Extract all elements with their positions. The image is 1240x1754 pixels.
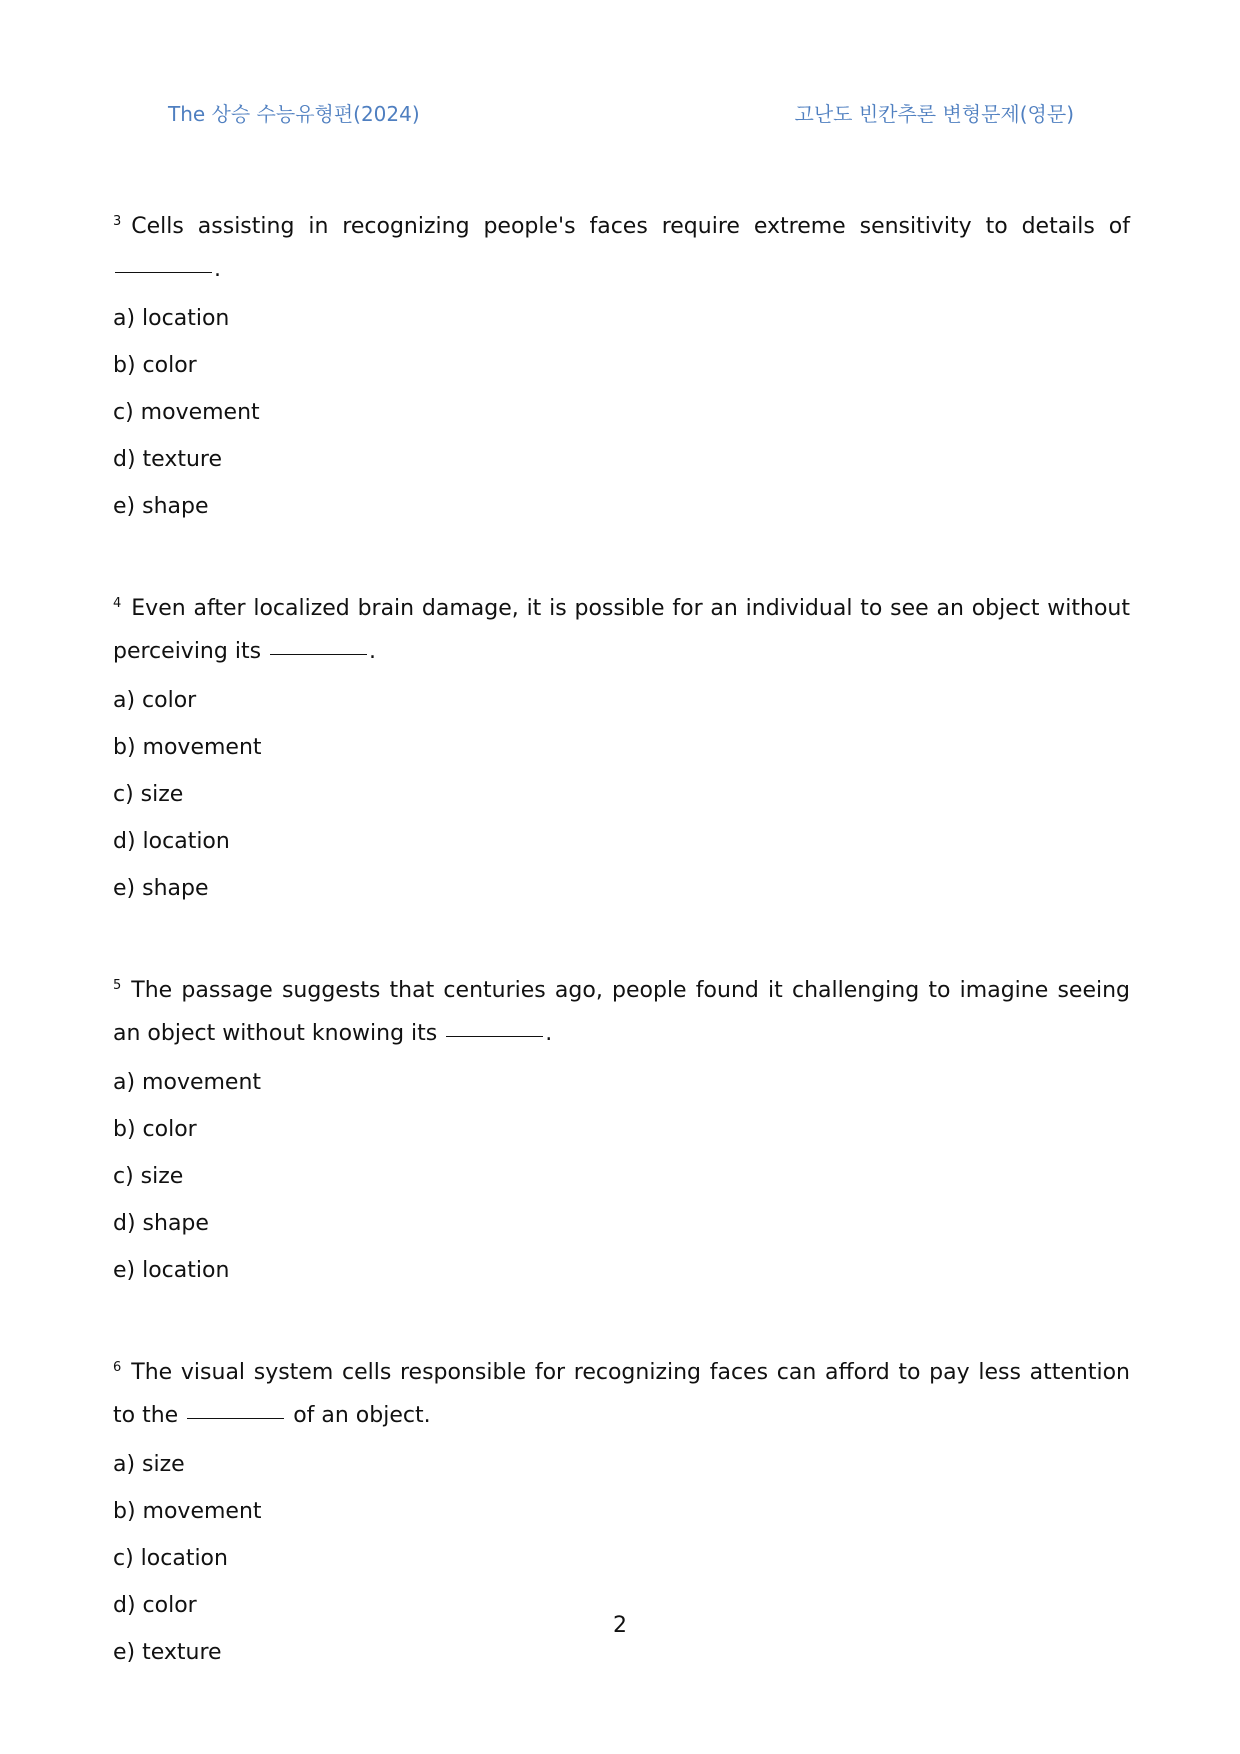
question-4: [113, 582, 1130, 912]
question-number: 3: [113, 214, 122, 229]
option-a: a) movement: [113, 1070, 262, 1095]
option-d: d) color: [113, 1593, 197, 1618]
answer-blank: [270, 653, 367, 655]
option-e: e) location: [113, 1258, 230, 1283]
answer-blank: [115, 271, 212, 273]
option-b: b) movement: [113, 1499, 262, 1524]
answer-blank: [187, 1417, 284, 1419]
header-left-title: The 상승 수능유형편(2024): [168, 102, 420, 126]
header-right-title: 고난도 빈칸추론 변형문제(영문): [794, 102, 1074, 126]
stem-text: Cells assisting in recognizing people's faces require extreme sensitivity to details of: [131, 214, 1130, 239]
stem-text: The passage suggests that centuries ago, people found it challenging to imagine seeing an object without knowing its: [113, 978, 1130, 1046]
question-list: [113, 200, 1130, 1728]
option-b: b) color: [113, 1117, 197, 1142]
stem-text-end: .: [545, 1021, 553, 1046]
question-number: 5: [113, 978, 122, 993]
option-c: c) size: [113, 1164, 184, 1189]
option-a: a) location: [113, 306, 230, 331]
question-stem: [113, 200, 1130, 291]
question-5: [113, 964, 1130, 1294]
option-c: c) movement: [113, 400, 260, 425]
option-d: d) location: [113, 829, 230, 854]
option-a: a) color: [113, 688, 197, 713]
option-d: d) shape: [113, 1211, 209, 1236]
stem-text-end: .: [369, 639, 377, 664]
question-number: 6: [113, 1360, 122, 1375]
option-a: a) size: [113, 1452, 185, 1477]
question-3: [113, 200, 1130, 530]
answer-blank: [446, 1035, 543, 1037]
page-number: 2: [613, 1613, 627, 1638]
question-stem: [113, 582, 1130, 673]
stem-text: Even after localized brain damage, it is possible for an individual to see an object without perceiving its: [113, 596, 1130, 664]
option-d: d) texture: [113, 447, 223, 472]
page-header: [0, 98, 1240, 128]
option-c: c) size: [113, 782, 184, 807]
option-c: c) location: [113, 1546, 228, 1571]
option-b: b) movement: [113, 735, 262, 760]
question-number: 4: [113, 596, 122, 611]
stem-text-end: .: [214, 257, 221, 282]
question-stem: [113, 1346, 1130, 1437]
stem-text: The visual system cells responsible for recognizing faces can afford to pay less attention to the: [113, 1360, 1130, 1428]
question-stem: [113, 964, 1130, 1055]
option-e: e) shape: [113, 876, 209, 901]
option-e: e) texture: [113, 1640, 222, 1665]
option-e: e) shape: [113, 494, 209, 519]
option-b: b) color: [113, 353, 197, 378]
stem-text-end: of an object.: [293, 1403, 431, 1428]
